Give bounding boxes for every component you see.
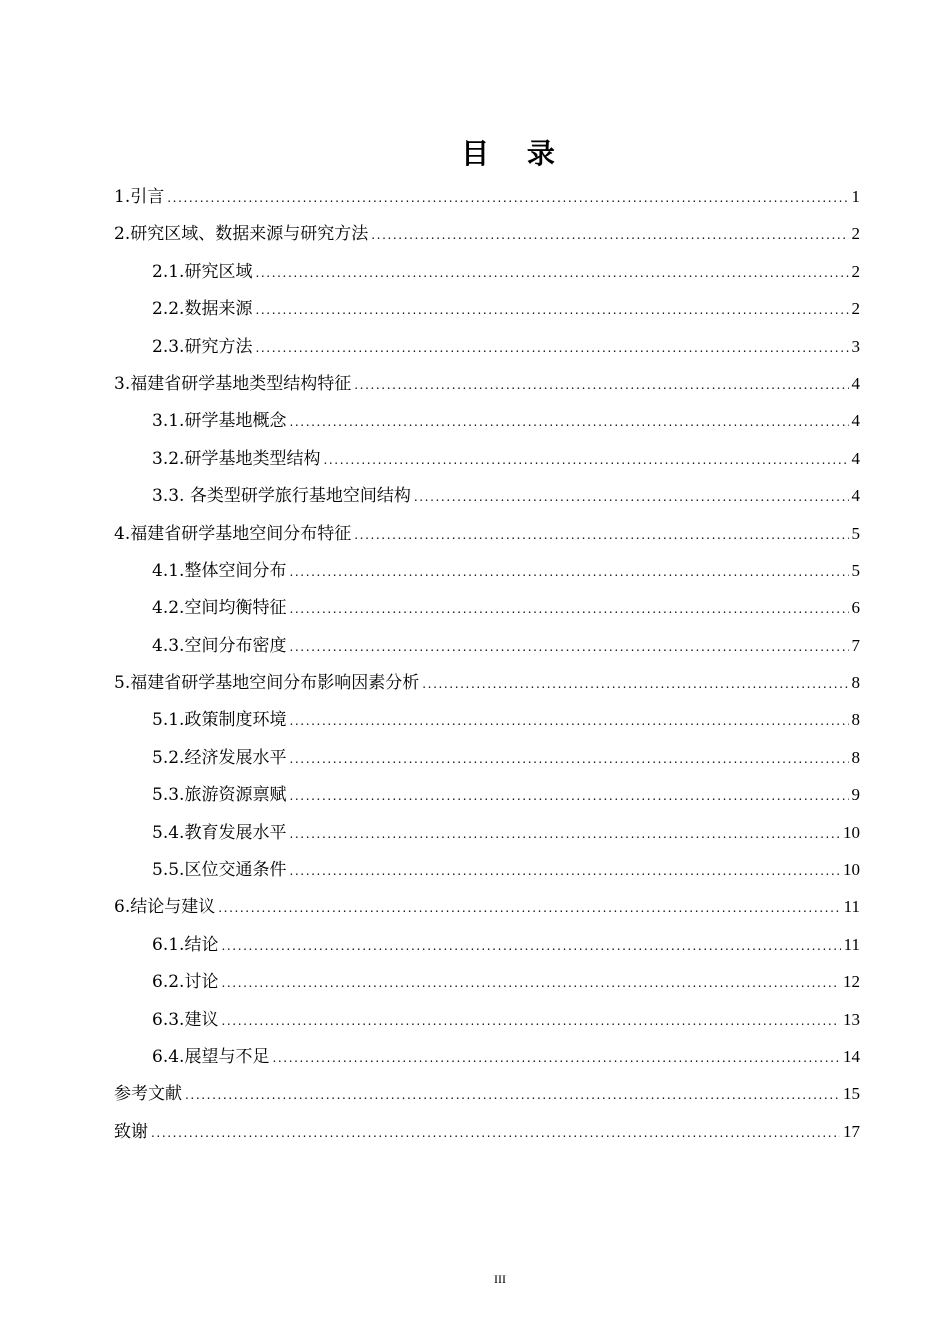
toc-entry-label: 4.2.空间均衡特征 (152, 598, 287, 619)
toc-entry[interactable] (114, 1113, 860, 1150)
toc-entry-label: 3.1.研学基地概念 (152, 411, 287, 432)
toc-entry-page: 11 (843, 934, 860, 954)
page-number: III (494, 1272, 506, 1286)
toc-entry-page: 7 (851, 635, 860, 655)
toc-entry-page: 15 (843, 1084, 860, 1104)
toc-dot-leader (289, 404, 848, 441)
toc-entry-page: 10 (843, 822, 860, 842)
toc-entry-label: 5.2.经济发展水平 (152, 747, 287, 768)
toc-entry-label: 4.福建省研学基地空间分布特征 (114, 523, 352, 544)
toc-entry-label: 4.1.整体空间分布 (152, 560, 287, 581)
toc-entry-label: 3.2.研学基地类型结构 (152, 448, 321, 469)
toc-dot-leader (289, 629, 848, 666)
toc-entry-label: 1.引言 (114, 187, 165, 207)
toc-entry[interactable] (114, 627, 860, 664)
toc-entry-page: 5 (851, 560, 860, 580)
toc-entry-label: 致谢 (114, 1121, 148, 1142)
toc-entry-page: 4 (851, 411, 860, 431)
toc-entry-page: 4 (851, 486, 860, 506)
toc-entry[interactable] (114, 814, 860, 851)
toc-entry-label: 参考文献 (114, 1084, 182, 1105)
toc-entry[interactable] (114, 365, 860, 402)
toc-dot-leader (218, 890, 840, 927)
toc-dot-leader (289, 853, 840, 890)
toc-entry[interactable] (114, 215, 860, 252)
toc-dot-leader (221, 928, 840, 965)
toc-entry-label: 6.3.建议 (152, 1009, 219, 1030)
toc-dot-leader (167, 180, 848, 217)
toc-dot-leader (289, 591, 848, 628)
toc-entry-page: 13 (843, 1009, 860, 1029)
toc-entry-page: 12 (843, 972, 860, 992)
toc-entry-label: 2.2.数据来源 (152, 299, 253, 320)
toc-dot-leader (422, 666, 848, 703)
toc-entry-page: 14 (843, 1046, 860, 1066)
toc-entry[interactable] (114, 402, 860, 439)
toc-dot-leader (255, 330, 848, 367)
toc-entry[interactable] (114, 664, 860, 701)
toc-entry[interactable] (114, 963, 860, 1000)
toc-entry-label: 5.5.区位交通条件 (152, 860, 287, 881)
toc-entry-label: 4.3.空间分布密度 (152, 635, 287, 656)
toc-entry-label: 5.4.教育发展水平 (152, 822, 287, 843)
toc-entry-page: 4 (851, 373, 860, 393)
toc-entry[interactable] (114, 477, 860, 514)
toc-dot-leader (323, 442, 848, 479)
toc-entry-page: 17 (843, 1121, 860, 1141)
toc-entry[interactable] (114, 1038, 860, 1075)
toc-entry-page: 8 (851, 747, 860, 767)
toc-dot-leader (255, 292, 848, 329)
toc-dot-leader (289, 816, 840, 853)
toc-entry-label: 5.福建省研学基地空间分布影响因素分析 (114, 673, 420, 694)
toc-entry-page: 5 (851, 523, 860, 543)
toc-dot-leader (255, 255, 848, 292)
toc-entry-page: 2 (851, 261, 860, 281)
toc-dot-leader (289, 703, 848, 740)
toc-entry-label: 6.4.展望与不足 (152, 1046, 270, 1067)
toc-dot-leader (354, 517, 848, 554)
toc-entry[interactable] (114, 589, 860, 626)
toc-entry[interactable] (114, 253, 860, 290)
toc-entry-label: 6.结论与建议 (114, 897, 216, 918)
toc-entry-label: 2.1.研究区域 (152, 261, 253, 282)
toc-dot-leader (185, 1077, 840, 1114)
toc-entry[interactable] (114, 515, 860, 552)
toc-entry[interactable] (114, 290, 860, 327)
toc-entry-page: 8 (851, 710, 860, 730)
toc-entry-page: 11 (843, 897, 860, 917)
toc-entry-label: 3.福建省研学基地类型结构特征 (114, 373, 352, 394)
toc-list (114, 178, 860, 1150)
toc-entry-label: 5.3.旅游资源禀赋 (152, 785, 287, 806)
toc-entry[interactable] (114, 1075, 860, 1112)
toc-entry-label: 3.3. 各类型研学旅行基地空间结构 (152, 486, 411, 507)
toc-entry[interactable] (114, 328, 860, 365)
toc-entry-page: 10 (843, 860, 860, 880)
toc-entry-page: 6 (851, 598, 860, 618)
toc-dot-leader (289, 554, 848, 591)
toc-entry-page: 2 (851, 224, 860, 244)
toc-entry-label: 2.3.研究方法 (152, 336, 253, 357)
toc-dot-leader (221, 965, 840, 1002)
toc-dot-leader (272, 1040, 840, 1077)
toc-entry-page: 9 (851, 785, 860, 805)
toc-dot-leader (354, 367, 848, 404)
toc-dot-leader (289, 778, 848, 815)
toc-dot-leader (414, 479, 849, 516)
toc-entry-page: 3 (851, 336, 860, 356)
toc-title: 目 录 (461, 137, 569, 170)
toc-entry[interactable] (114, 552, 860, 589)
toc-dot-leader (151, 1115, 840, 1152)
toc-entry[interactable] (114, 926, 860, 963)
toc-entry[interactable] (114, 851, 860, 888)
toc-entry-page: 8 (851, 673, 860, 693)
toc-entry[interactable] (114, 701, 860, 738)
toc-entry-label: 6.1.结论 (152, 934, 219, 955)
toc-entry[interactable] (114, 739, 860, 776)
toc-dot-leader (289, 741, 848, 778)
toc-entry-label: 5.1.政策制度环境 (152, 710, 287, 731)
toc-entry-label: 2.研究区域、数据来源与研究方法 (114, 224, 369, 245)
toc-entry[interactable] (114, 776, 860, 813)
toc-entry-page: 2 (851, 299, 860, 319)
toc-entry-page: 1 (851, 187, 860, 206)
toc-entry-label: 6.2.讨论 (152, 972, 219, 993)
toc-entry[interactable] (114, 178, 860, 215)
toc-entry[interactable] (114, 888, 860, 925)
toc-entry[interactable] (114, 440, 860, 477)
toc-dot-leader (221, 1003, 840, 1040)
toc-entry[interactable] (114, 1001, 860, 1038)
toc-entry-page: 4 (851, 448, 860, 468)
toc-dot-leader (371, 217, 848, 254)
